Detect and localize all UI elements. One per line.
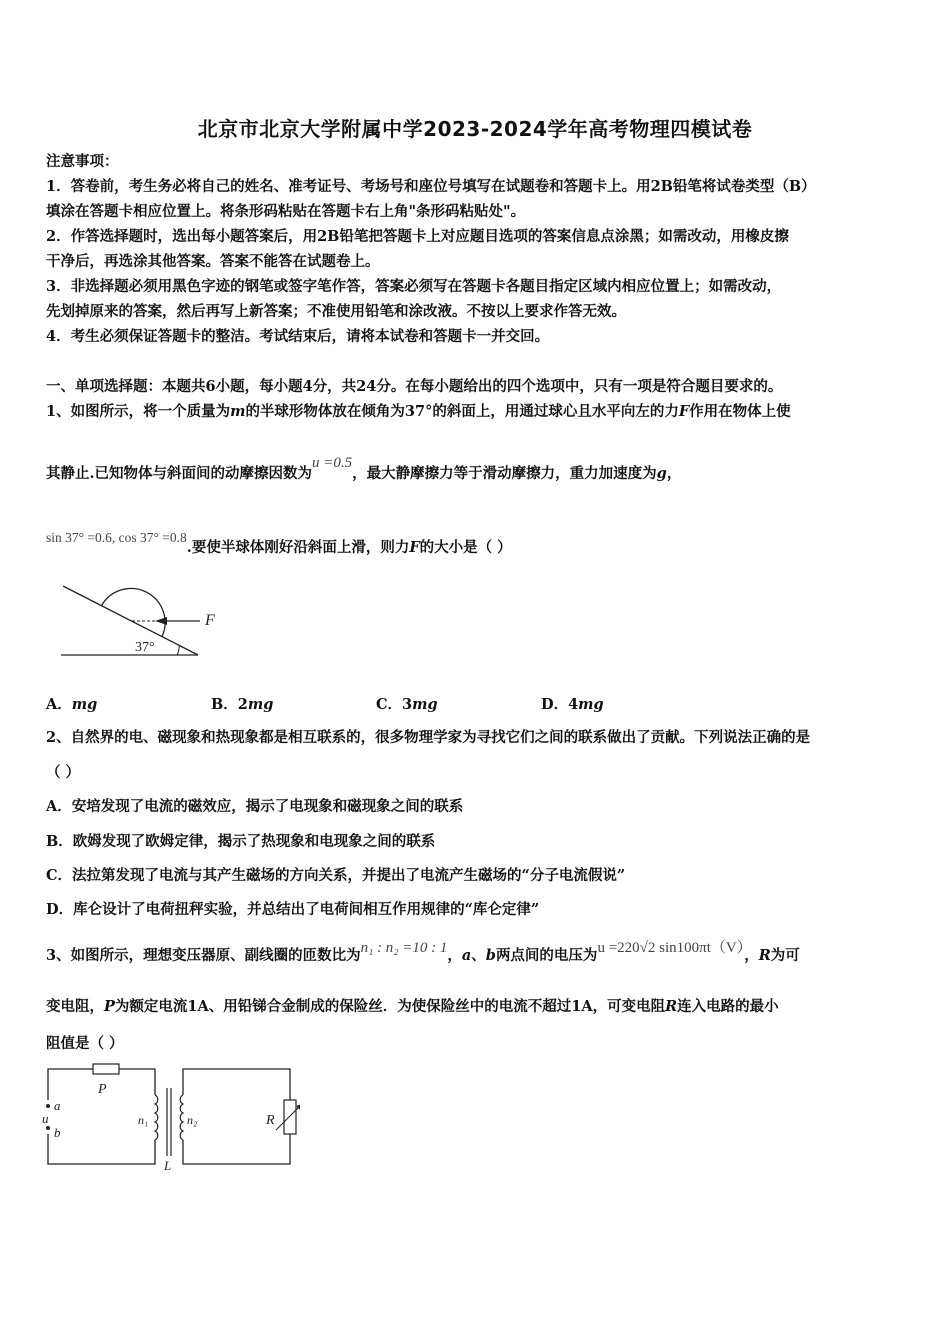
incline-figure bbox=[55, 575, 230, 660]
notice-line: 填涂在答题卡相应位置上。将条形码粘贴在答题卡右上角"条形码粘贴处"。 bbox=[46, 203, 526, 220]
q1-line-1: 1、如图所示，将一个质量为m的半球形物体放在倾角为37°的斜面上，用通过球心且水平向左的力F作用在物体上使 bbox=[46, 403, 791, 420]
ratio-formula: n₁ : n₂ =10 : 1 bbox=[360, 940, 448, 956]
q1-option-b[interactable]: B．2mg bbox=[211, 696, 274, 713]
force-label: F bbox=[205, 612, 215, 629]
q1-line-2: 其静止.已知物体与斜面间的动摩擦因数为u =0.5，最大静摩擦力等于滑动摩擦力，重力加速度为g， bbox=[46, 455, 682, 482]
q2-option-a[interactable]: A．安培发现了电流的磁效应，揭示了电现象和磁现象之间的联系 bbox=[46, 798, 464, 815]
q2-option-b[interactable]: B．欧姆发现了欧姆定律，揭示了热现象和电现象之间的联系 bbox=[46, 833, 436, 850]
notice-line: 3．非选择题必须用黑色字迹的钢笔或签字笔作答，答案必须写在答题卡各题目指定区域内相应位置上；如需改动， bbox=[46, 278, 782, 295]
notice-heading: 注意事项： bbox=[46, 153, 119, 170]
section-heading: 一、单项选择题：本题共6小题，每小题4分，共24分。在每小题给出的四个选项中，只有一项是符合题目要求的。 bbox=[46, 378, 783, 395]
terminal-a-label: a bbox=[54, 1098, 61, 1113]
q3-line-1: 3、如图所示，理想变压器原、副线圈的匝数比为n₁ : n₂ =10 : 1，a、b两点间的电压为u =220√2 sin100πt（V），R为可 bbox=[46, 940, 800, 964]
primary-coil bbox=[155, 1095, 158, 1140]
resistor-label: R bbox=[266, 1113, 275, 1128]
q1-line-3: sin 37° =0.6, cos 37° =0.8.要使半球体刚好沿斜面上滑，则力F的大小是（ ） bbox=[46, 530, 512, 556]
q2-paren: （ ） bbox=[46, 764, 81, 781]
n2-label: n₂ bbox=[187, 1113, 198, 1127]
trig-formula: sin 37° =0.6, cos 37° =0.8 bbox=[46, 530, 187, 545]
q3-line-3: 阻值是（ ） bbox=[46, 1035, 124, 1052]
notice-line: 干净后，再选涂其他答案。答案不能答在试题卷上。 bbox=[46, 253, 380, 270]
q1-option-c[interactable]: C．3mg bbox=[376, 696, 438, 713]
q2-option-c[interactable]: C．法拉第发现了电流与其产生磁场的方向关系，并提出了电流产生磁场的“分子电流假说” bbox=[46, 867, 626, 884]
terminal-b-label: b bbox=[54, 1125, 61, 1140]
fuse-label: P bbox=[98, 1082, 107, 1097]
variable-resistor bbox=[284, 1100, 296, 1134]
n1-label: n₁ bbox=[138, 1113, 149, 1127]
fuse-symbol bbox=[93, 1064, 119, 1074]
voltage-u-label: u bbox=[42, 1111, 49, 1126]
notice-line: 先划掉原来的答案，然后再写上新答案；不准使用铅笔和涂改液。不按以上要求作答无效。 bbox=[46, 303, 626, 320]
page-title: 北京市北京大学附属中学2023-2024学年高考物理四模试卷 bbox=[197, 117, 753, 141]
notice-line: 4．考生必须保证答题卡的整洁。考试结束后，请将本试卷和答题卡一并交回。 bbox=[46, 328, 550, 345]
mu-formula: u =0.5 bbox=[312, 455, 353, 471]
core-label: L bbox=[164, 1158, 172, 1173]
voltage-formula: u =220√2 sin100πt（V） bbox=[597, 940, 745, 956]
transformer-circuit-figure bbox=[40, 1062, 300, 1174]
q1-option-a[interactable]: A．mg bbox=[46, 696, 98, 713]
q1-option-d[interactable]: D．4mg bbox=[541, 696, 604, 713]
angle-label: 37° bbox=[135, 640, 155, 655]
notice-line: 2．作答选择题时，选出每小题答案后，用2B铅笔把答题卡上对应题目选项的答案信息点涂黑；如需改动，用橡皮擦 bbox=[46, 228, 789, 245]
notice-line: 1．答卷前，考生务必将自己的姓名、准考证号、考场号和座位号填写在试题卷和答题卡上。用2B铅笔将试卷类型（B） bbox=[46, 178, 816, 195]
q3-line-2: 变电阻，P为额定电流1A、用铅锑合金制成的保险丝．为使保险丝中的电流不超过1A，可变电阻R连入电路的最小 bbox=[46, 998, 779, 1015]
secondary-coil bbox=[180, 1095, 183, 1140]
q2-option-d[interactable]: D．库仑设计了电荷扭秤实验，并总结出了电荷间相互作用规律的“库仑定律” bbox=[46, 901, 540, 918]
q2-stem: 2、自然界的电、磁现象和热现象都是相互联系的，很多物理学家为寻找它们之间的联系做出了贡献。下列说法正确的是 bbox=[46, 729, 811, 746]
